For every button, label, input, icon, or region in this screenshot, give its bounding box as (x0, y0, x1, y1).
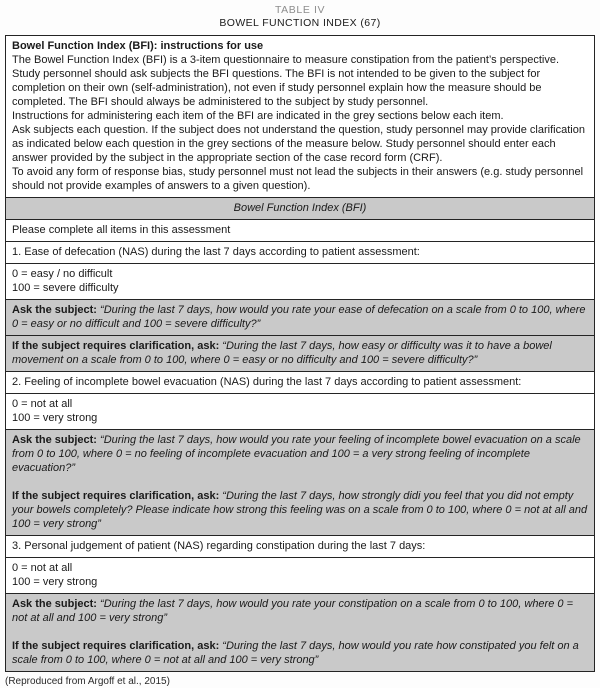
item-3-ask (12, 597, 588, 625)
item-2-scale-high: 100 = very strong (12, 412, 98, 424)
instructions-heading: Bowel Function Index (BFI): instructions for use (12, 40, 264, 52)
table-number: TABLE IV (274, 4, 326, 16)
instructions-paragraph-4: To avoid any form of response bias, study personnel must not lead the subjects in their answers (e.g. study personnel should not provide examples of answers to a given question). (12, 166, 584, 192)
item-3-clarify-label: If the subject requires clarification, ask: (12, 640, 220, 652)
item-1-question: 1. Ease of defecation (NAS) during the last 7 days according to patient assessment: (6, 242, 594, 264)
item-1-scale (6, 264, 594, 300)
instructions-paragraph-1: The Bowel Function Index (BFI) is a 3-item questionnaire to measure constipation from the patient’s perspective. Study personnel should ask subjects the BFI questions. The BFI is not intended to be given to the subject for completion on their own (self-administration), not even if study personnel explain how the measure should be completed. The BFI should always be administered to the subject by study personnel. (12, 54, 560, 108)
table-caption (5, 4, 595, 30)
item-1-clarify-label: If the subject requires clarification, ask: (12, 340, 220, 352)
bfi-table (5, 35, 595, 672)
item-1-ask-text: “During the last 7 days, how would you rate your ease of defecation on a scale from 0 to 100, where 0 = easy or no difficult and 100 = severe difficulty?” (12, 304, 586, 330)
item-2-scale-low: 0 = not at all (12, 398, 73, 410)
item-1-scale-low: 0 = easy / no difficult (12, 268, 113, 280)
item-3-ask-label: Ask the subject: (12, 598, 97, 610)
instructions-cell (6, 36, 594, 198)
item-3-instructions-cell (6, 594, 594, 671)
item-3-ask-text: “During the last 7 days, how would you rate your constipation on a scale from 0 to 100, where 0 = not at all and 100 = very strong” (12, 598, 573, 624)
item-3-scale-low: 0 = not at all (12, 562, 73, 574)
item-2-clarify-text: “During the last 7 days, how strongly didi you feel that you did not empty your bowels completely? Please indicate how strong this feeling was on a scale from 0 to 100, where 0 = not at all and 100 = very strong” (12, 490, 588, 530)
item-2-ask (12, 433, 588, 475)
source-footnote: (Reproduced from Argoff et al., 2015) (5, 676, 170, 687)
item-2-instructions-cell (6, 430, 594, 536)
item-2-question: 2. Feeling of incomplete bowel evacuation (NAS) during the last 7 days according to patient assessment: (6, 372, 594, 394)
item-2-ask-text: “During the last 7 days, how would you rate your feeling of incomplete bowel evacuation on a scale from 0 to 100, where 0 = no feeling of incomplete evacuation and 100 = a very strong feeling of incomplete evacuation?” (12, 434, 581, 474)
item-1-scale-high: 100 = severe difficulty (12, 282, 119, 294)
section-header: Bowel Function Index (BFI) (6, 198, 594, 220)
item-3-question: 3. Personal judgement of patient (NAS) regarding constipation during the last 7 days: (6, 536, 594, 558)
item-2-scale (6, 394, 594, 430)
item-1-clarify-cell (6, 336, 594, 372)
item-3-clarify-text: “During the last 7 days, how would you rate how constipated you felt on a scale from 0 to 100, where 0 = not at all and 100 = very strong” (12, 640, 579, 666)
instructions-paragraph-2: Instructions for administering each item of the BFI are indicated in the grey sections below each item. (12, 110, 504, 122)
item-1-ask-label: Ask the subject: (12, 304, 97, 316)
item-3-scale-high: 100 = very strong (12, 576, 98, 588)
item-1-clarify-text: “During the last 7 days, how easy or difficulty was it to have a bowel movement on a scale from 0 to 100, where 0 = easy or no difficulty and 100 = severe difficulty?” (12, 340, 552, 366)
intro-cell: Please complete all items in this assessment (6, 220, 594, 242)
item-2-clarify (12, 489, 588, 531)
item-3-scale (6, 558, 594, 594)
item-2-clarify-label: If the subject requires clarification, ask: (12, 490, 220, 502)
item-1-ask-cell (6, 300, 594, 336)
table-title: BOWEL FUNCTION INDEX (67) (219, 17, 381, 29)
item-2-ask-label: Ask the subject: (12, 434, 97, 446)
instructions-paragraph-3: Ask subjects each question. If the subject does not understand the question, study personnel may provide clarification as indicated below each question in the grey sections of the measure below. Study personnel should enter each answer provided by the subject in the appropriate section of the case record form (CRF). (12, 124, 585, 164)
item-3-clarify (12, 639, 588, 667)
